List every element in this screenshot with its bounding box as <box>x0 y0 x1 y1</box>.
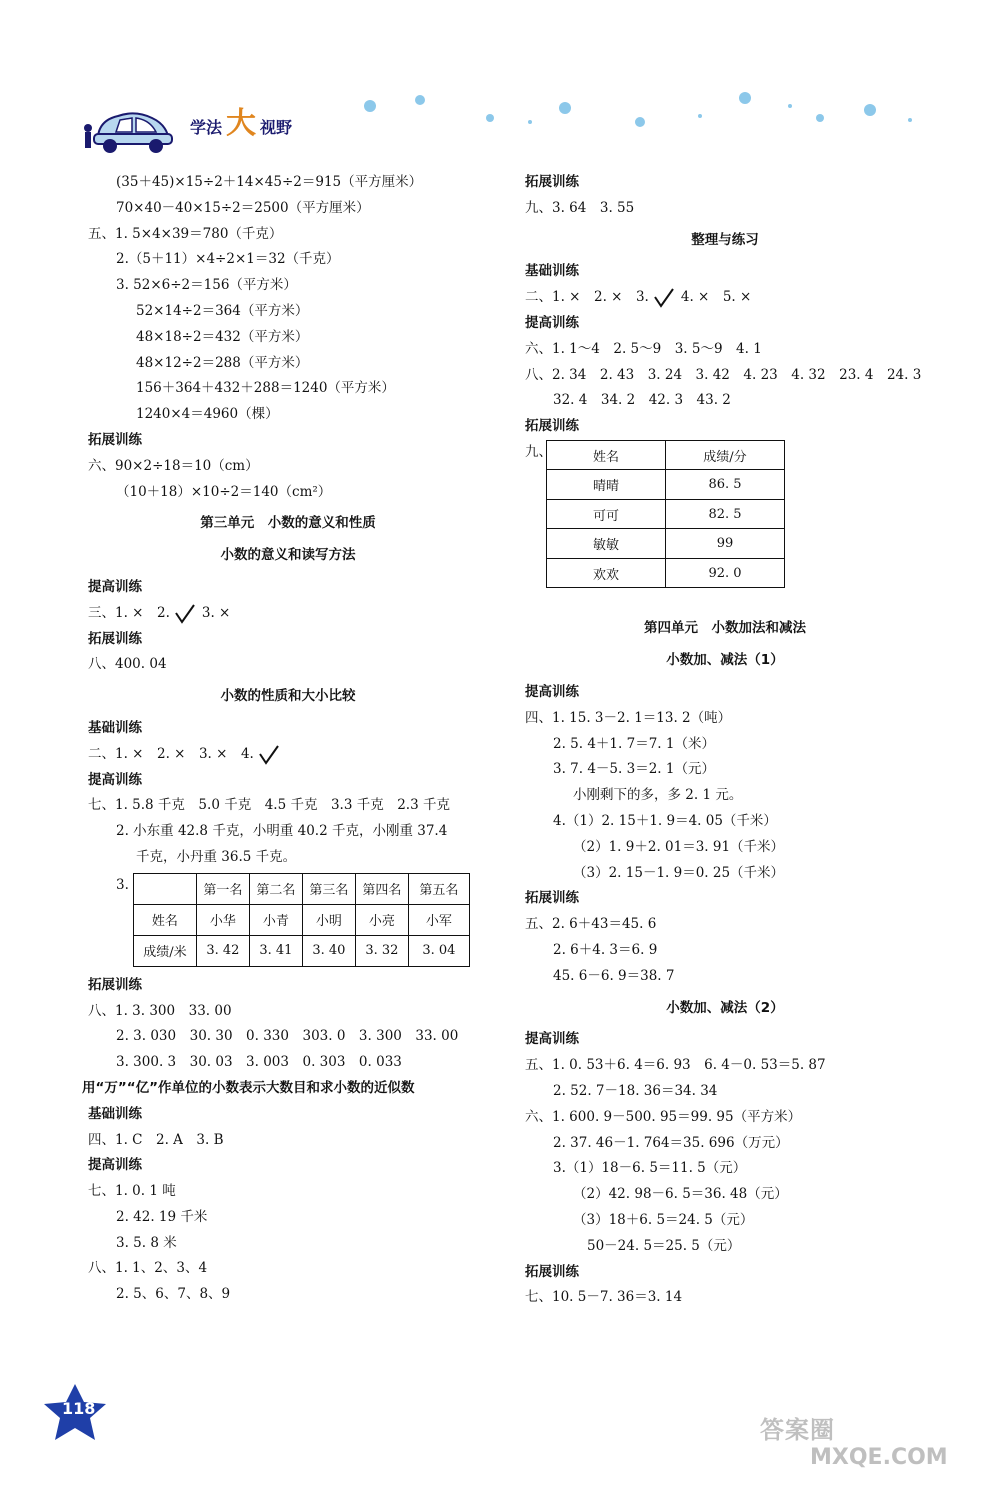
table-cell: 第三名 <box>302 873 355 904</box>
table-row <box>547 470 785 500</box>
table-row <box>133 904 469 935</box>
answer-text: 4. × 5. × <box>680 289 752 306</box>
answer-line: 2. 5. 4＋1. 7＝7. 1（米） <box>553 735 715 752</box>
answer-text: 3. × <box>201 604 231 621</box>
answer-line: 六、1. 600. 9－500. 95＝99. 95（平方米） <box>525 1108 802 1125</box>
table-cell: 小青 <box>249 904 302 935</box>
section-label: 拓展训练 <box>88 630 142 647</box>
section-label: 提高训练 <box>88 771 142 788</box>
table-cell: 86. 5 <box>666 470 785 500</box>
table-row <box>547 529 785 559</box>
left-column <box>82 170 488 1308</box>
answer-line: 七、1. 5.8 千克 5.0 千克 4.5 千克 3.3 千克 2.3 千克 <box>88 797 450 814</box>
answer-line: 45. 6－6. 9＝38. 7 <box>553 967 675 984</box>
table-cell: 3. 40 <box>302 935 355 966</box>
answer-line: 2. 5、6、7、8、9 <box>116 1286 231 1303</box>
section-label: 提高训练 <box>88 578 142 595</box>
answer-line: 五、2. 6＋43＝45. 6 <box>525 916 657 933</box>
section-label: 提高训练 <box>525 1031 579 1048</box>
answer-line: 五、1. 5×4×39＝780（千克） <box>88 225 283 242</box>
answer-line: 32. 4 34. 2 42. 3 43. 2 <box>553 392 731 409</box>
table-cell: 小军 <box>408 904 469 935</box>
check-mark-icon <box>174 603 196 625</box>
answer-line: 48×18÷2＝432（平方米） <box>136 328 309 345</box>
page-number-badge <box>40 1382 110 1442</box>
check-mark-icon <box>653 287 675 309</box>
table-row <box>547 558 785 588</box>
answer-line: 2. 6＋4. 3＝6. 9 <box>553 942 658 959</box>
logo-right: 视野 <box>260 118 293 137</box>
answer-line: 六、90×2÷18＝10（cm） <box>88 457 259 474</box>
answer-text: 二、1. × 2. × 3. <box>525 289 649 306</box>
section-label: 基础训练 <box>88 1105 142 1122</box>
right-column <box>525 170 925 1311</box>
answer-line: 3. 7. 4－5. 3＝2. 1（元） <box>553 761 715 778</box>
answer-line: 3. 52×6÷2＝156（平方米） <box>116 277 297 294</box>
section-label: 拓展训练 <box>88 976 142 993</box>
answer-line: 3.（1）18－6. 5＝11. 5（元） <box>553 1160 747 1177</box>
answer-line: 2.（5＋11）×4÷2×1＝32（千克） <box>116 251 340 268</box>
page-header <box>80 78 940 158</box>
car-illustration-icon <box>80 98 180 158</box>
table-cell: 成绩/分 <box>666 440 785 470</box>
answer-line <box>88 742 488 768</box>
answer-line: 4.（1）2. 15＋1. 9＝4. 05（千米） <box>553 813 777 830</box>
answer-line: 3. 300. 3 30. 03 3. 003 0. 303 0. 033 <box>116 1054 402 1071</box>
answer-line: 2. 小东重 42.8 千克，小明重 40.2 千克，小刚重 37.4 <box>116 823 448 840</box>
table-cell: 第四名 <box>355 873 408 904</box>
table-answer <box>88 873 488 967</box>
answer-line: 九、3. 64 3. 55 <box>525 199 635 216</box>
table-cell: 3. 04 <box>408 935 469 966</box>
check-mark-icon <box>258 744 280 766</box>
answer-line: (35＋45)×15÷2＋14×45÷2＝915（平方厘米） <box>116 174 423 190</box>
table-cell: 小亮 <box>355 904 408 935</box>
answer-text: 3. <box>116 876 129 893</box>
table-cell: 82. 5 <box>666 499 785 529</box>
lesson-title: 小数的意义和读写方法 <box>220 547 356 564</box>
answer-line: （3）2. 15－1. 9＝0. 25（千米） <box>573 864 785 881</box>
watermark-text: 答案圈 <box>760 1416 835 1444</box>
table-row <box>547 440 785 470</box>
answer-line <box>525 285 925 311</box>
table-answer <box>525 440 925 589</box>
answer-line: 六、1. 1～4 2. 5～9 3. 5～9 4. 1 <box>525 340 762 357</box>
table-cell: 姓名 <box>547 440 666 470</box>
snowflake-decoration-icon <box>350 78 950 138</box>
answer-line: 小刚剩下的多，多 2. 1 元。 <box>573 787 743 804</box>
answer-line: 千克，小丹重 36.5 千克。 <box>136 848 297 865</box>
answer-line: 八、1. 3. 300 33. 00 <box>88 1002 232 1019</box>
answer-line: 八、2. 34 2. 43 3. 24 3. 42 4. 23 4. 32 23. 4 24. 3 <box>525 366 922 383</box>
table-cell: 姓名 <box>133 904 196 935</box>
table-cell: 敏敏 <box>547 529 666 559</box>
answer-line: 48×12÷2＝288（平方米） <box>136 354 309 371</box>
lesson-title: 整理与练习 <box>691 231 759 248</box>
answer-line: （2）42. 98－6. 5＝36. 48（元） <box>573 1186 788 1203</box>
page-number: 118 <box>62 1399 96 1418</box>
answer-line: 四、1. C 2. A 3. B <box>88 1131 224 1148</box>
lesson-title: 小数加、减法（1） <box>666 652 784 669</box>
answer-line: 八、400. 04 <box>88 656 167 673</box>
table-cell: 3. 32 <box>355 935 408 966</box>
answer-text: 三、1. × 2. <box>88 604 170 621</box>
table-cell: 99 <box>666 529 785 559</box>
table-row <box>133 935 469 966</box>
section-label: 提高训练 <box>525 314 579 331</box>
table-cell: 第一名 <box>196 873 249 904</box>
score-table <box>546 440 785 589</box>
table-row <box>547 499 785 529</box>
answer-line: 八、1. 1、2、3、4 <box>88 1260 208 1277</box>
answer-line: 2. 3. 030 30. 30 0. 330 303. 0 3. 300 33. 00 <box>116 1028 459 1045</box>
answer-line: 3. 5. 8 米 <box>116 1234 177 1251</box>
section-label: 拓展训练 <box>525 418 579 435</box>
section-label: 拓展训练 <box>88 431 142 448</box>
lesson-title: 小数的性质和大小比较 <box>220 688 356 705</box>
table-row <box>133 873 469 904</box>
logo-left: 学法 <box>190 118 223 137</box>
table-cell <box>133 873 196 904</box>
section-label: 拓展训练 <box>525 1263 579 1280</box>
answer-line: 七、1. 0. 1 吨 <box>88 1183 176 1200</box>
answer-line: 70×40－40×15÷2＝2500（平方厘米） <box>116 199 370 216</box>
answer-line: （3）18＋6. 5＝24. 5（元） <box>573 1212 754 1228</box>
answer-line: 52×14÷2＝364（平方米） <box>136 302 309 319</box>
table-cell: 晴晴 <box>547 470 666 500</box>
answer-line: （10＋18）×10÷2＝140（cm²） <box>116 483 332 500</box>
table-cell: 欢欢 <box>547 558 666 588</box>
section-label: 基础训练 <box>88 719 142 736</box>
lesson-title: 用“万”“亿”作单位的小数表示大数目和求小数的近似数 <box>82 1079 415 1096</box>
logo-text <box>190 98 292 142</box>
answer-line: 156＋364＋432＋288＝1240（平方米） <box>136 380 395 397</box>
table-cell: 第二名 <box>249 873 302 904</box>
answer-line: 五、1. 0. 53＋6. 4＝6. 93 6. 4－0. 53＝5. 87 <box>525 1057 826 1074</box>
section-label: 拓展训练 <box>525 890 579 907</box>
lesson-title: 小数加、减法（2） <box>666 999 784 1016</box>
answer-line: 50－24. 5＝25. 5（元） <box>587 1237 741 1254</box>
table-cell: 92. 0 <box>666 558 785 588</box>
section-label: 提高训练 <box>525 684 579 701</box>
table-cell: 小明 <box>302 904 355 935</box>
answer-text: 九、 <box>525 443 552 460</box>
answer-line <box>88 601 488 627</box>
answer-text: 二、1. × 2. × 3. × 4. <box>88 745 254 762</box>
answer-line: 1240×4＝4960（棵） <box>136 406 279 423</box>
section-label: 提高训练 <box>88 1157 142 1174</box>
unit-title: 第三单元 小数的意义和性质 <box>200 515 376 532</box>
watermark-url: MXQE.COM <box>810 1445 948 1470</box>
table-cell: 可可 <box>547 499 666 529</box>
table-cell: 第五名 <box>408 873 469 904</box>
answer-line: 四、1. 15. 3－2. 1＝13. 2（吨） <box>525 709 732 726</box>
logo-big: 大 <box>226 106 257 141</box>
answer-line: 七、10. 5－7. 36＝3. 14 <box>525 1289 683 1306</box>
unit-title: 第四单元 小数加法和减法 <box>644 620 806 637</box>
table-cell: 小华 <box>196 904 249 935</box>
table-cell: 3. 41 <box>249 935 302 966</box>
section-label: 基础训练 <box>525 263 579 280</box>
table-cell: 成绩/米 <box>133 935 196 966</box>
section-label: 拓展训练 <box>525 174 579 190</box>
ranking-table <box>133 873 470 967</box>
answer-line: 2. 42. 19 千米 <box>116 1208 208 1225</box>
answer-line: 2. 37. 46－1. 764＝35. 696（万元） <box>553 1134 789 1151</box>
table-cell: 3. 42 <box>196 935 249 966</box>
answer-line: 2. 52. 7－18. 36＝34. 34 <box>553 1083 718 1100</box>
answer-line: （2）1. 9＋2. 01＝3. 91（千米） <box>573 838 785 855</box>
